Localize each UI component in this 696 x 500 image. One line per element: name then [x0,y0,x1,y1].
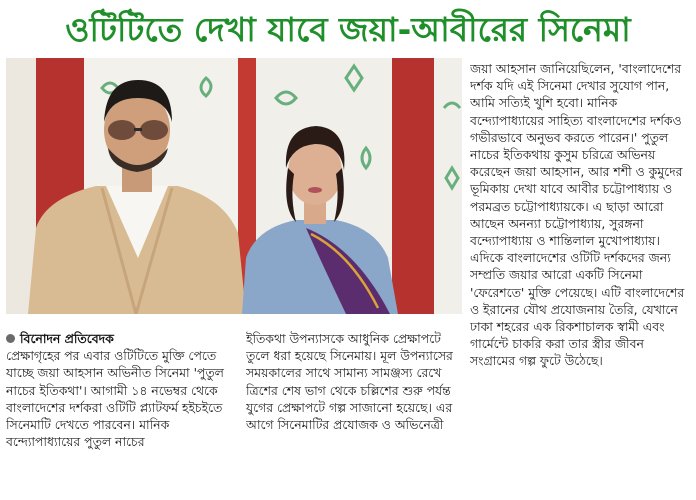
article-column-3 [470,60,692,496]
column-3-text: জয়া আহসান জানিয়েছিলেন, 'বাংলাদেশের দর্শক যদি এই সিনেমা দেখার সুযোগ পান, আমি সত্যিই খুশি হবো। মানিক বন্দ্যোপাধ্যায়ের সাহিত্য বাংলাদেশের দর্শকও গভীরভাবে অনুভব করতে পারেন।' পুতুল নাচের ইতিকথায় কুসুম চরিত্রে অভিনয় করেছেন জয়া আহসান, আর শশী ও কুমুদের ভূমিকায় দেখা যাবে আবীর চট্টোপাধ্যায় ও পরমব্রত চট্টোপাধ্যায়কে। এ ছাড়া আরো আছেন অনন্যা চট্টোপাধ্যায়, সুরঙ্গনা বন্দ্যোপাধ্যায় ও শান্তিলাল মুখোপাধ্যায়। এদিকে বাংলাদেশের ওটিটি দর্শকদের জন্য সম্প্রতি জয়ার আরো একটি সিনেমা 'ফেরেশতে' মুক্তি পেয়েছে। এটি বাংলাদেশের ও ইরানের যৌথ প্রযোজনায় তৈরি, যেখানে ঢাকা শহরের এক রিকশাচালক স্বামী এবং গার্মেন্টে চাকরি করা তার স্ত্রীর জীবন সংগ্রামের গল্প ফুটে উঠেছে। [470,61,685,369]
headline: ওটিটিতে দেখা যাবে জয়া-আবীরের সিনেমা [65,10,631,49]
celebrity-photo-icon [6,58,462,314]
article-photo [6,58,462,314]
bullet-icon [6,334,15,343]
column-1-text: প্রেক্ষাগৃহের পর এবার ওটিটিতে মুক্তি পেতে যাচ্ছে জয়া আহসান অভিনীত সিনেমা 'পুতুল নাচের ইতিকথা'। আগামী ১৪ নভেম্বর থেকে বাংলাদেশের দর্শকরা ওটিটি প্ল্যাটফর্ম হইচইতে সিনেমাটি দেখতে পারবেন। মানিক বন্দ্যোপাধ্যায়ের পুতুল নাচের [6,348,224,450]
column-2-text: ইতিকথা উপন্যাসকে আধুনিক প্রেক্ষাপটে তুলে ধরা হয়েছে সিনেমায়। মূল উপন্যাসের সময়কালের সাথে সামান্য সামঞ্জস্য রেখে ত্রিশের শেষ ভাগ থেকে চল্লিশের শুরু পর্যন্ত যুগের প্রেক্ষাপটে গল্প সাজানো হয়েছে। এর আগে সিনেমাটির প্রযোজক ও অভিনেত্রী [246,331,453,433]
byline-text: বিনোদন প্রতিবেদক [20,331,114,346]
article-column-1 [6,330,238,496]
byline [6,330,238,347]
article-column-2 [246,330,466,496]
